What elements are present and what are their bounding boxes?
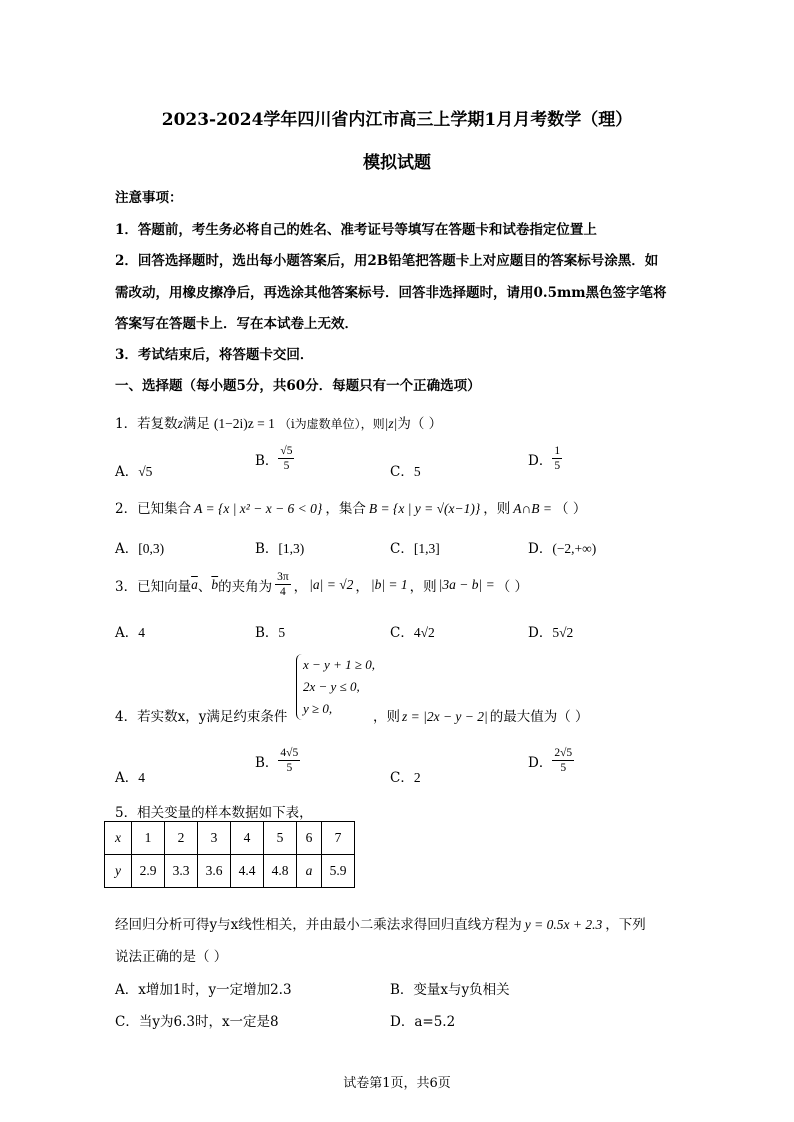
- option-label: A．: [115, 770, 139, 786]
- q2-mid: ，集合: [325, 501, 366, 517]
- q2-mid2: ，则: [483, 501, 511, 517]
- q4-stem-rest: [373, 705, 589, 725]
- fraction-numerator: 2√5: [552, 746, 574, 761]
- option-label: A．: [115, 982, 139, 998]
- option-label: C．: [390, 464, 414, 480]
- table-cell: 5.9: [322, 855, 355, 888]
- fraction-numerator: 4√5: [278, 746, 300, 761]
- notice-item: 3．考试结束后，将答题卡交回．: [115, 347, 314, 363]
- q4-constraint-system: [296, 654, 375, 720]
- q5-option-b[interactable]: [390, 978, 510, 998]
- table-cell: 2: [165, 822, 198, 855]
- q3-prefix: 3．已知向量: [115, 578, 192, 595]
- table-cell: 2.9: [132, 855, 165, 888]
- table-cell: 3.6: [198, 855, 231, 888]
- option-text: [1,3]: [413, 541, 440, 556]
- q1-mid: 满足: [182, 416, 210, 432]
- q4-constraint: y ≥ 0,: [303, 701, 333, 716]
- q5-option-c[interactable]: [115, 1010, 279, 1030]
- q3-vector-b: $\overline{b}$: [211, 576, 219, 592]
- notice-item: 2．回答选择题时，选出每小题答案后，用2B铅笔把答题卡上对应题目的答案标号涂黑．如: [115, 253, 659, 269]
- q4-constraint: 2x − y ≤ 0,: [303, 679, 360, 694]
- option-label: D．: [528, 625, 553, 641]
- option-text: (−2,+∞): [552, 541, 597, 556]
- option-label: B．: [255, 541, 279, 557]
- table-cell: a: [297, 855, 322, 888]
- fraction-numerator: √5: [278, 444, 294, 459]
- option-label: B．: [255, 754, 279, 771]
- fraction-denominator: 5: [286, 762, 293, 775]
- option-label: C．: [390, 625, 414, 641]
- option-label: C．: [390, 770, 414, 786]
- q4-suffix: 的最大值为（ ）: [489, 709, 589, 725]
- q4-option-b[interactable]: [255, 746, 300, 776]
- option-text: √5: [138, 464, 153, 479]
- q1-option-b[interactable]: [255, 444, 294, 474]
- fraction-denominator: 5: [283, 460, 290, 473]
- fraction-denominator: 5: [554, 460, 561, 473]
- q4-stem-prefix: 4．若实数x，y满足约束条件: [115, 709, 288, 725]
- q5-line1: 经回归分析可得y与x线性相关，并由最小二乘法求得回归直线方程为: [115, 917, 522, 933]
- table-cell: 6: [297, 822, 322, 855]
- q1-note: （i为虚数单位），则: [278, 417, 385, 431]
- q1-option-a[interactable]: [115, 460, 152, 480]
- option-label: C．: [115, 1014, 139, 1030]
- option-text: [0,3): [138, 541, 165, 556]
- q3-vector-a: $\overline{a}$: [191, 576, 198, 592]
- option-label: D．: [528, 452, 553, 469]
- q3-cond-1: |a| = √2: [309, 576, 354, 592]
- q3-angle-num: 3π: [275, 570, 291, 585]
- question-3-stem: 3．已知向量$\overline{a}$、$\overline{b}$的夹角为 $\frac{3\pi}{4}$ ， |a| = √2 ， |b| = 1 ，则 |3a − b| = （ ）: [115, 571, 528, 599]
- page-footer: 试卷第1页，共6页: [343, 1076, 451, 1091]
- q2-prefix: 2．已知集合: [115, 501, 192, 517]
- option-text: 4: [138, 770, 145, 785]
- table-row: [105, 822, 355, 855]
- table-cell: 3.3: [165, 855, 198, 888]
- q3-option-c[interactable]: [390, 621, 435, 641]
- q1-equation: (1−2i)z = 1: [213, 416, 275, 431]
- q5-option-d[interactable]: [390, 1010, 455, 1030]
- q1-prefix: 1．若复数: [115, 416, 178, 432]
- table-cell: 4: [231, 822, 264, 855]
- option-label: D．: [528, 754, 553, 771]
- q4-option-a[interactable]: [115, 766, 145, 786]
- table-row: [105, 855, 355, 888]
- q2-option-a[interactable]: [115, 537, 164, 557]
- option-label: D．: [390, 1014, 415, 1030]
- option-label: B．: [390, 982, 414, 998]
- q3-option-a[interactable]: [115, 621, 145, 641]
- table-cell: 3: [198, 822, 231, 855]
- option-label: A．: [115, 464, 139, 480]
- q2-option-c[interactable]: [390, 537, 440, 557]
- q5-option-a[interactable]: [115, 978, 292, 998]
- fraction-denominator: 5: [560, 762, 567, 775]
- option-text: 当y为6.3时，x一定是8: [138, 1014, 279, 1030]
- option-text: 2: [413, 770, 421, 785]
- question-5-stem: 5．相关变量的样本数据如下表，: [115, 805, 313, 821]
- q3-then: ，则: [409, 578, 437, 595]
- notice-item: 1．答题前，考生务必将自己的姓名、准考证号等填写在答题卡和试卷指定位置上: [115, 222, 597, 238]
- q3-option-d[interactable]: [528, 621, 573, 641]
- option-label: B．: [255, 625, 279, 641]
- table-cell: y: [105, 855, 132, 888]
- q5-regression-eq: y = 0.5x + 2.3: [524, 917, 603, 932]
- question-2-stem: [115, 497, 586, 517]
- question-1-stem: [115, 412, 442, 432]
- option-text: 变量x与y负相关: [413, 982, 510, 998]
- q1-suffix: 为（ ）: [397, 416, 443, 432]
- q2-suffix: （ ）: [555, 501, 587, 517]
- table-cell: 4.8: [264, 855, 297, 888]
- option-text: 5: [413, 464, 421, 479]
- q2-set-a: A = {x | x² − x − 6 < 0}: [194, 501, 323, 516]
- q3-option-b[interactable]: [255, 621, 285, 641]
- option-text: 5√2: [552, 625, 574, 640]
- option-label: A．: [115, 541, 139, 557]
- table-cell: 4.4: [231, 855, 264, 888]
- q1-abs: |z|: [384, 416, 398, 431]
- q3-angle-den: 4: [280, 586, 286, 599]
- notice-item: 需改动，用橡皮擦净后，再选涂其他答案标号．回答非选择题时，请用0.5mm黑色签字笔将: [115, 285, 667, 301]
- sample-data-table: [104, 821, 355, 888]
- q5-stem-line2: 说法正确的是（ ）: [115, 949, 228, 965]
- q2-option-d[interactable]: [528, 537, 596, 557]
- option-label: B．: [255, 452, 279, 469]
- q4-expr: z = |2x − y − 2|: [402, 709, 488, 724]
- exam-subtitle: 模拟试题: [363, 153, 431, 173]
- option-text: x增加1时，y一定增加2.3: [138, 982, 292, 998]
- exam-title: 2023-2024学年四川省内江市高三上学期1月月考数学（理）: [161, 110, 633, 130]
- q3-suffix: （ ）: [496, 578, 528, 595]
- option-label: A．: [115, 625, 139, 641]
- q1-var: z: [177, 416, 183, 431]
- q4-option-d[interactable]: [528, 746, 574, 776]
- q3-cond-2: |b| = 1: [370, 576, 408, 592]
- q4-constraint: x − y + 1 ≥ 0,: [303, 657, 375, 672]
- option-text: [1,3): [278, 541, 305, 556]
- q3-mid: 的夹角为: [218, 578, 273, 595]
- option-label: D．: [528, 541, 553, 557]
- table-cell: 1: [132, 822, 165, 855]
- option-text: a=5.2: [414, 1014, 456, 1030]
- option-label: C．: [390, 541, 414, 557]
- q4-then: ，则: [373, 709, 400, 725]
- notice-heading: 注意事项：: [115, 190, 183, 206]
- q5-line1-end: ，下列: [605, 917, 646, 933]
- fraction-numerator: 1: [552, 444, 562, 459]
- q2-set-b: B = {x | y = √(x−1)}: [368, 501, 481, 516]
- q4-option-c[interactable]: [390, 766, 421, 786]
- q1-option-d[interactable]: [528, 444, 562, 474]
- option-text: 4√2: [413, 625, 435, 640]
- q1-option-c[interactable]: [390, 460, 421, 480]
- q3-sep: 、: [197, 578, 212, 595]
- q2-expr: A∩B =: [513, 501, 553, 516]
- table-cell: x: [105, 822, 132, 855]
- notice-item: 答案写在答题卡上．写在本试卷上无效．: [115, 316, 358, 332]
- option-text: 5: [278, 625, 286, 640]
- q3-expr: |3a − b| =: [438, 576, 495, 592]
- table-cell: 5: [264, 822, 297, 855]
- table-cell: 7: [322, 822, 355, 855]
- section-heading: 一、选择题（每小题5分，共60分．每题只有一个正确选项）: [115, 378, 481, 394]
- q2-option-b[interactable]: [255, 537, 304, 557]
- q5-stem-line1: [115, 913, 646, 933]
- option-text: 4: [138, 625, 145, 640]
